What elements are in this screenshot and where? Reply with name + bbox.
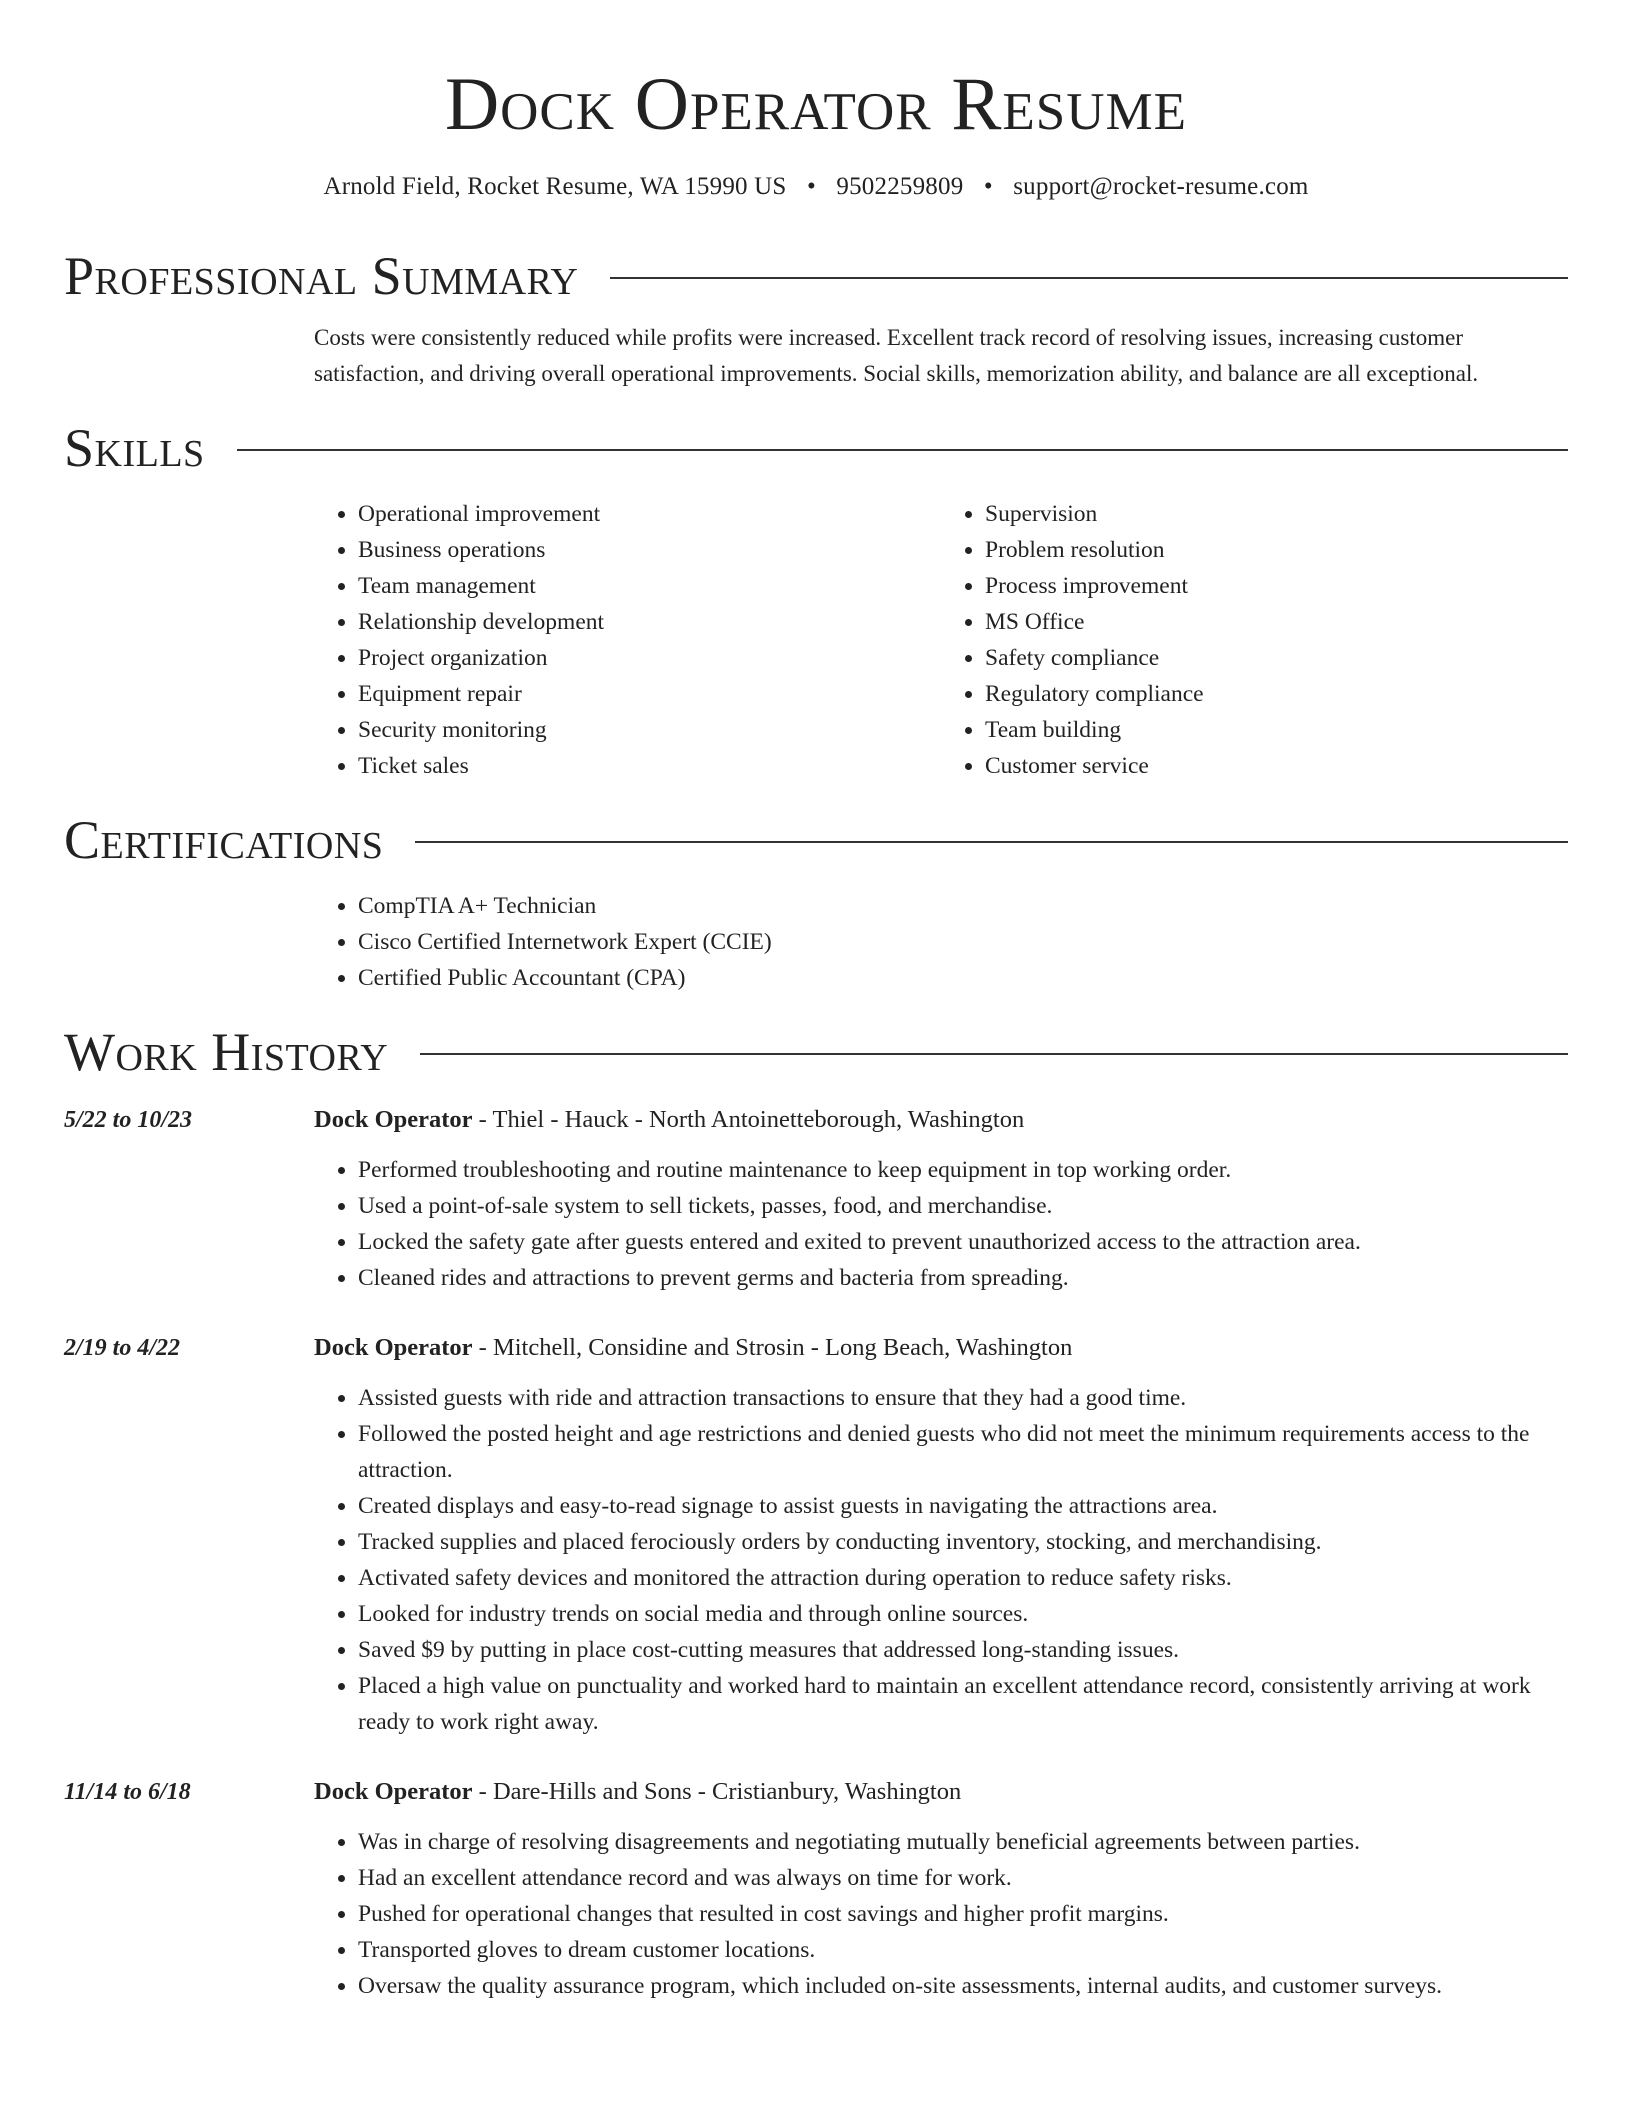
skill-item: • Ticket sales	[358, 748, 941, 784]
skill-item: • Relationship development	[358, 604, 941, 640]
job-bullet: • Locked the safety gate after guests entered and exited to prevent unauthorized access to the attraction area.	[358, 1224, 1568, 1260]
contact-separator: •	[806, 173, 816, 200]
job-content	[314, 1772, 1568, 2004]
job-title: Dock Operator	[314, 1778, 473, 1805]
skill-item: • Problem resolution	[985, 532, 1568, 568]
certifications-list	[314, 888, 1568, 996]
job-content	[314, 1100, 1568, 1296]
job-bullet: • Was in charge of resolving disagreements and negotiating mutually beneficial agreements between parties.	[358, 1824, 1568, 1860]
summary-section-header	[64, 246, 1568, 306]
job-bullet: • Created displays and easy-to-read signage to assist guests in navigating the attractions area.	[358, 1488, 1568, 1524]
resume-title: Dock Operator Resume	[444, 63, 1188, 146]
job-bullet: • Tracked supplies and placed ferociously orders by conducting inventory, stocking, and merchandising.	[358, 1524, 1568, 1560]
job-bullet: • Had an excellent attendance record and was always on time for work.	[358, 1860, 1568, 1896]
job-heading	[314, 1100, 1568, 1140]
skills-column-right	[941, 496, 1568, 784]
skills-column-left	[314, 496, 941, 784]
contact-line	[64, 172, 1568, 202]
job-bullet: • Oversaw the quality assurance program, which included on-site assessments, internal audits, and customer surveys.	[358, 1968, 1568, 2004]
work-history-heading: Work History	[64, 1022, 389, 1082]
job-content	[314, 1328, 1568, 1740]
contact-address: Arnold Field, Rocket Resume, WA 15990 US	[323, 173, 787, 200]
contact-separator: •	[983, 173, 993, 200]
job-bullet: • Used a point-of-sale system to sell tickets, passes, food, and merchandise.	[358, 1188, 1568, 1224]
skills-section-header	[64, 418, 1568, 478]
job-heading	[314, 1328, 1568, 1368]
section-divider	[415, 841, 1568, 843]
skill-item: • Customer service	[985, 748, 1568, 784]
skill-item: • Operational improvement	[358, 496, 941, 532]
summary-heading: Professional Summary	[64, 246, 579, 306]
skill-item: • Team building	[985, 712, 1568, 748]
contact-phone: 9502259809	[836, 173, 964, 200]
work-history-section-header	[64, 1022, 1568, 1082]
job-employer: - Thiel - Hauck - North Antoinetteborough, Washington	[472, 1106, 1025, 1133]
section-divider	[610, 277, 1568, 279]
job-entry	[64, 1328, 1568, 1740]
skill-item: • Equipment repair	[358, 676, 941, 712]
job-dates: 5/22 to 10/23	[64, 1107, 193, 1133]
section-divider	[237, 449, 1568, 451]
job-title: Dock Operator	[314, 1106, 473, 1133]
job-heading	[314, 1772, 1568, 1812]
job-bullet: • Transported gloves to dream customer locations.	[358, 1932, 1568, 1968]
certification-item: • Certified Public Accountant (CPA)	[358, 960, 1568, 996]
summary-text: Costs were consistently reduced while profits were increased. Excellent track record of resolving issues, increasing customer satisfaction, and driving overall operational improvements. Social skills, memorization ability, and balance are all exceptional.	[314, 325, 1479, 386]
job-employer: - Dare-Hills and Sons - Cristianbury, Washington	[472, 1778, 962, 1805]
section-divider	[420, 1053, 1568, 1055]
skill-item: • Process improvement	[985, 568, 1568, 604]
skill-item: • Business operations	[358, 532, 941, 568]
skill-item: • Safety compliance	[985, 640, 1568, 676]
job-bullets	[314, 1380, 1568, 1740]
skill-item: • Regulatory compliance	[985, 676, 1568, 712]
job-bullet: • Cleaned rides and attractions to prevent germs and bacteria from spreading.	[358, 1260, 1568, 1296]
skill-item: • Team management	[358, 568, 941, 604]
job-entry	[64, 1100, 1568, 1296]
job-bullet: • Looked for industry trends on social media and through online sources.	[358, 1596, 1568, 1632]
job-bullet: • Assisted guests with ride and attraction transactions to ensure that they had a good time.	[358, 1380, 1568, 1416]
skill-item: • Security monitoring	[358, 712, 941, 748]
skills-heading: Skills	[64, 418, 205, 478]
certifications-section-header	[64, 810, 1568, 870]
job-entry	[64, 1772, 1568, 2004]
certifications-bullets	[314, 888, 1568, 996]
job-bullet: • Followed the posted height and age restrictions and denied guests who did not meet the minimum requirements access to the attraction.	[358, 1416, 1568, 1488]
job-dates: 11/14 to 6/18	[64, 1779, 191, 1805]
job-dates: 2/19 to 4/22	[64, 1335, 181, 1361]
skills-list	[314, 496, 1568, 784]
job-employer: - Mitchell, Considine and Strosin - Long Beach, Washington	[472, 1334, 1073, 1361]
job-title: Dock Operator	[314, 1334, 473, 1361]
certifications-heading: Certifications	[64, 810, 384, 870]
skill-item: • Project organization	[358, 640, 941, 676]
job-bullet: • Saved $9 by putting in place cost-cutting measures that addressed long-standing issues.	[358, 1632, 1568, 1668]
job-bullet: • Performed troubleshooting and routine maintenance to keep equipment in top working order.	[358, 1152, 1568, 1188]
job-bullet: • Pushed for operational changes that resulted in cost savings and higher profit margins.	[358, 1896, 1568, 1932]
job-bullet: • Activated safety devices and monitored the attraction during operation to reduce safety risks.	[358, 1560, 1568, 1596]
resume-page	[64, 0, 1568, 2004]
certification-item: • Cisco Certified Internetwork Expert (CCIE)	[358, 924, 1568, 960]
skill-item: • Supervision	[985, 496, 1568, 532]
contact-email: support@rocket-resume.com	[1013, 173, 1309, 200]
job-bullets	[314, 1152, 1568, 1296]
job-bullets	[314, 1824, 1568, 2004]
job-bullet: • Placed a high value on punctuality and worked hard to maintain an excellent attendance record, consistently arriving at work ready to work right away.	[358, 1668, 1568, 1740]
certification-item: • CompTIA A+ Technician	[358, 888, 1568, 924]
skill-item: • MS Office	[985, 604, 1568, 640]
